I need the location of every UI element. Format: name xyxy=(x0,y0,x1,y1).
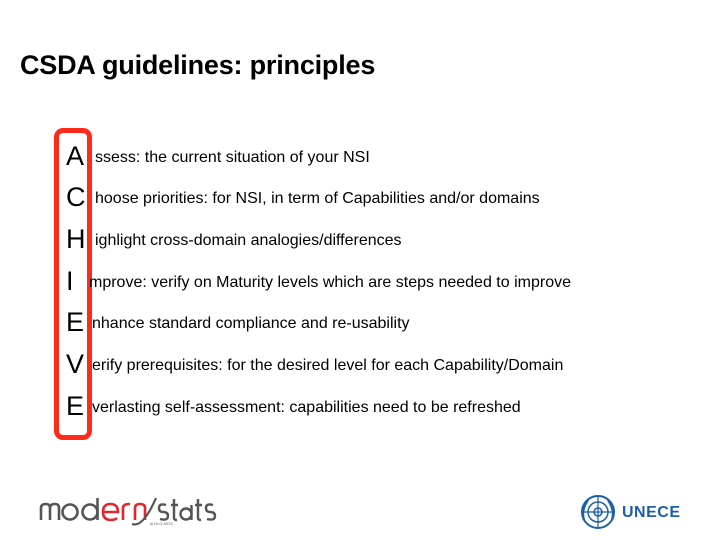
principle-text: ssess: the current situation of your NSI xyxy=(95,149,370,166)
principle-text: verlasting self-assessment: capabilities need to be refreshed xyxy=(92,399,521,416)
modernstats-logo-graphic xyxy=(38,490,218,530)
principle-text: erify prerequisites: for the desired level for each Capability/Domain xyxy=(92,357,564,374)
principle-text: nhance standard compliance and re-usability xyxy=(92,315,410,332)
modernstats-logo xyxy=(38,490,218,530)
principle-row-choose xyxy=(0,181,720,217)
slide-title: CSDA guidelines: principles xyxy=(20,50,376,80)
principle-row-verify xyxy=(0,348,720,384)
acronym-letter: V xyxy=(66,349,85,379)
principle-row-highlight xyxy=(0,223,720,259)
acronym-letter: E xyxy=(66,391,85,421)
modernstats-logo-subtext: ai HLG-MOS xyxy=(150,521,173,526)
principle-text: mprove: verify on Maturity levels which are steps needed to improve xyxy=(89,274,571,291)
principle-row-assess xyxy=(0,140,720,176)
unece-logo-text: UNECE xyxy=(622,504,681,521)
principle-row-enhance xyxy=(0,306,720,342)
principle-row-improve xyxy=(0,265,720,301)
acronym-letter: C xyxy=(66,182,86,212)
un-emblem-icon xyxy=(578,492,618,532)
acronym-letter: H xyxy=(66,224,86,254)
principle-text: hoose priorities: for NSI, in term of Capabilities and/or domains xyxy=(95,190,540,207)
principle-row-everlasting xyxy=(0,390,720,426)
acronym-letter: A xyxy=(66,141,85,171)
principle-text: ighlight cross-domain analogies/differences xyxy=(95,232,402,249)
acronym-letter: E xyxy=(66,307,85,337)
acronym-letter: I xyxy=(66,266,74,296)
unece-logo xyxy=(578,490,698,534)
